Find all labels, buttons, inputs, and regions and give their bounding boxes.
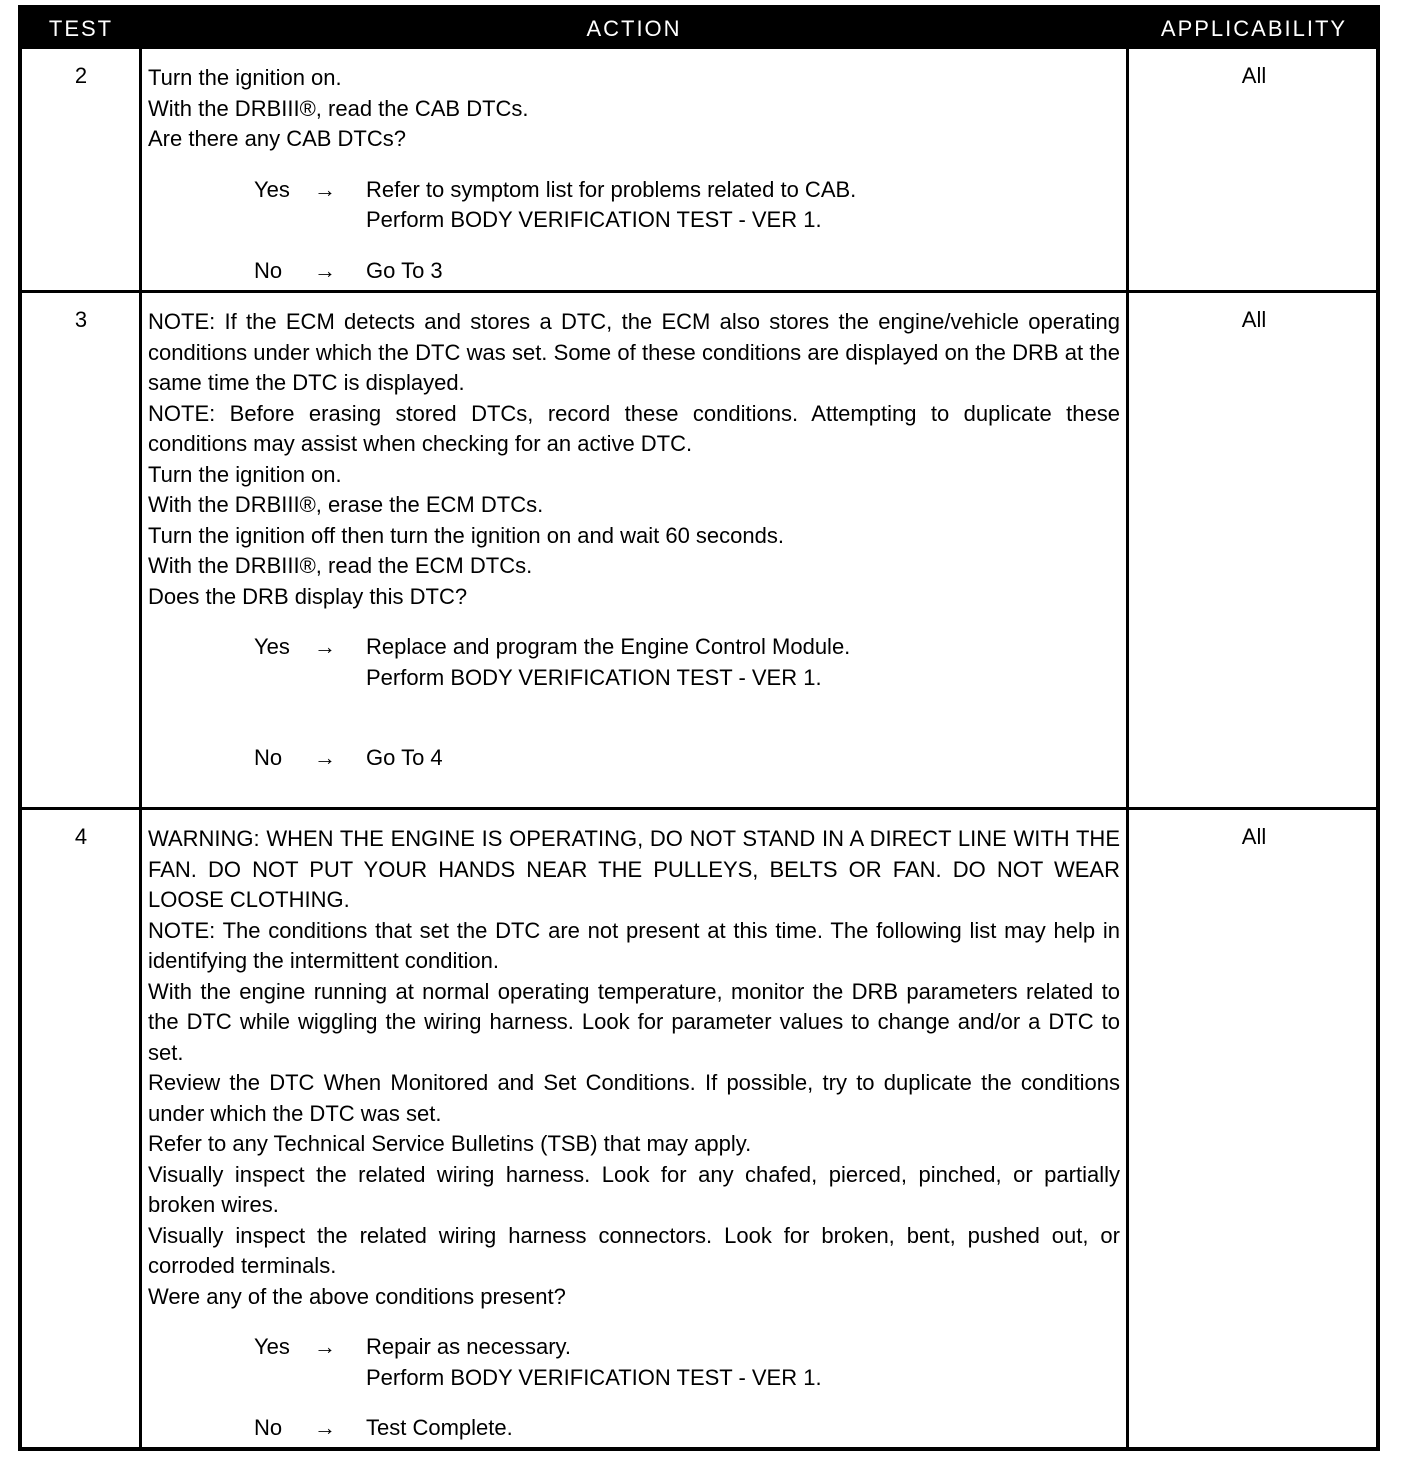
header-test: TEST <box>48 16 114 41</box>
arrow-right-icon: → <box>314 634 336 659</box>
applicability-value: All <box>1241 824 1267 849</box>
diagnostic-table <box>18 5 1380 1451</box>
action-paragraph: Were any of the above conditions present? <box>148 1283 566 1309</box>
yes-label: Yes <box>254 1334 290 1359</box>
no-label: No <box>254 257 283 283</box>
action-paragraph: Refer to any Technical Service Bulletins (TSB) that may apply. <box>148 1131 752 1156</box>
action-line: Are there any CAB DTCs? <box>148 126 406 151</box>
yes-text: Repair as necessary. <box>366 1334 572 1359</box>
action-cell <box>148 63 1120 286</box>
header-applicability: APPLICABILITY <box>1160 16 1348 41</box>
yes-answer <box>148 632 1120 663</box>
action-line: Does the DRB display this DTC? <box>148 583 468 609</box>
yes-text: Refer to symptom list for problems related to CAB. <box>366 176 857 202</box>
yes-text: Perform BODY VERIFICATION TEST - VER 1. <box>366 207 822 232</box>
applicability-value: All <box>1241 307 1267 332</box>
table-row <box>22 49 1376 290</box>
table-row <box>22 810 1376 1447</box>
note-text: NOTE: The conditions that set the DTC are not present at this time. The following list may help in identifying the intermittent condition. <box>148 917 1120 973</box>
no-answer <box>148 256 1120 287</box>
table-header <box>22 9 1376 49</box>
yes-text: Replace and program the Engine Control Module. <box>366 634 851 659</box>
arrow-right-icon: → <box>314 257 336 283</box>
yes-text: Perform BODY VERIFICATION TEST - VER 1. <box>366 664 822 690</box>
action-cell <box>148 824 1120 1444</box>
arrow-right-icon: → <box>314 176 336 202</box>
yes-answer <box>148 1332 1120 1363</box>
action-cell <box>148 307 1120 774</box>
arrow-right-icon: → <box>314 1334 336 1359</box>
test-number: 2 <box>74 63 88 88</box>
action-paragraph: Visually inspect the related wiring harness. Look for any chafed, pierced, pinched, or partially broken wires. <box>148 1161 1120 1217</box>
action-line: With the DRBIII®, erase the ECM DTCs. <box>148 492 544 517</box>
table-row <box>22 293 1376 807</box>
note-text: NOTE: If the ECM detects and stores a DTC, the ECM also stores the engine/vehicle operating conditions under which the DTC was set. Some of these conditions are displayed on the DRB at the same time the DTC is displayed. <box>148 309 1120 395</box>
action-paragraph: With the engine running at normal operating temperature, monitor the DRB parameters related to the DTC while wiggling the wiring harness. Look for parameter values to change and/or a DTC to set. <box>148 978 1120 1065</box>
yes-label: Yes <box>254 176 290 202</box>
warning-text: WARNING: WHEN THE ENGINE IS OPERATING, DO NOT STAND IN A DIRECT LINE WITH THE FAN. DO NOT PUT YOUR HANDS NEAR THE PULLEYS, BELTS OR FAN. DO NOT WEAR LOOSE CLOTHING. <box>148 826 1120 912</box>
action-line: With the DRBIII®, read the CAB DTCs. <box>148 95 529 121</box>
header-action: ACTION <box>586 16 682 41</box>
no-label: No <box>254 1415 283 1440</box>
note-text: NOTE: Before erasing stored DTCs, record these conditions. Attempting to duplicate these conditions may assist when checking for an active DTC. <box>148 400 1120 456</box>
no-text: Go To 3 <box>366 257 443 283</box>
yes-label: Yes <box>254 634 290 659</box>
yes-answer <box>148 175 1120 206</box>
action-line: With the DRBIII®, read the ECM DTCs. <box>148 553 533 578</box>
action-line: Turn the ignition on. <box>148 65 342 90</box>
no-answer <box>148 743 1120 774</box>
test-number: 3 <box>74 307 88 332</box>
action-paragraph: Visually inspect the related wiring harness connectors. Look for broken, bent, pushed out, or corroded terminals. <box>148 1222 1120 1278</box>
action-paragraph: Review the DTC When Monitored and Set Conditions. If possible, try to duplicate the conditions under which the DTC was set. <box>148 1070 1120 1126</box>
arrow-right-icon: → <box>314 745 336 770</box>
yes-text: Perform BODY VERIFICATION TEST - VER 1. <box>366 1364 822 1390</box>
arrow-right-icon: → <box>314 1415 336 1440</box>
test-number: 4 <box>74 824 88 849</box>
action-line: Turn the ignition on. <box>148 461 342 487</box>
no-label: No <box>254 745 283 770</box>
no-text: Test Complete. <box>366 1415 513 1440</box>
no-text: Go To 4 <box>366 745 443 770</box>
action-line: Turn the ignition off then turn the ignition on and wait 60 seconds. <box>148 522 784 548</box>
no-answer <box>148 1413 1120 1444</box>
applicability-value: All <box>1241 63 1267 88</box>
